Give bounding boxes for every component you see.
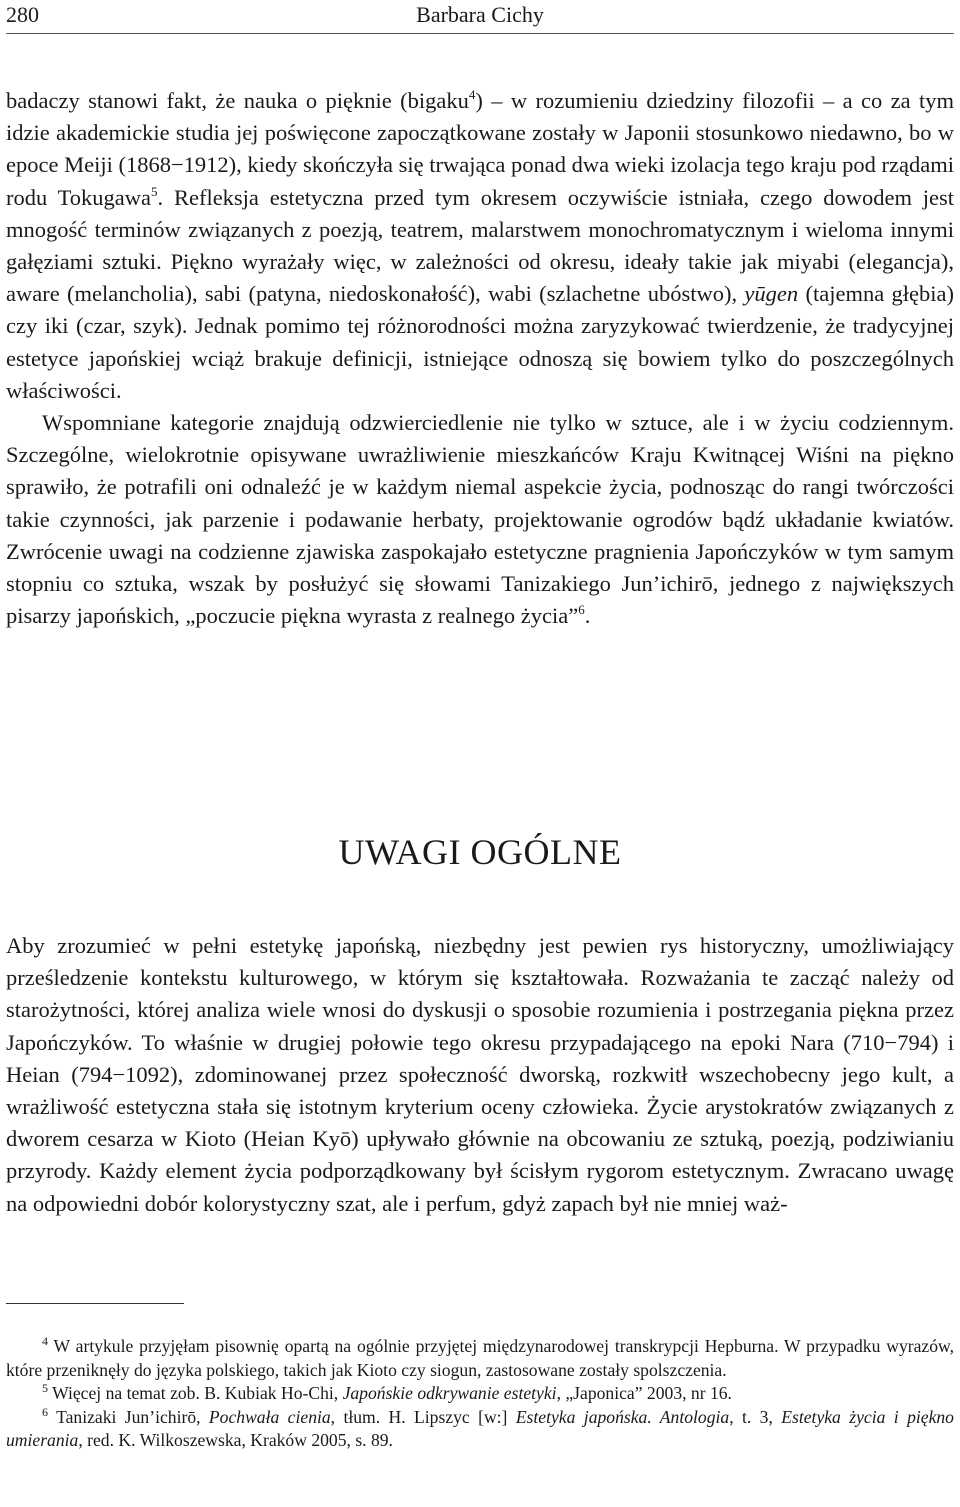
- body-text: [6, 85, 954, 632]
- paragraph-1: [6, 85, 954, 407]
- running-header-author: Barbara Cichy: [416, 2, 544, 27]
- footnote-5-title: Japońskie odkrywanie estetyki: [342, 1383, 557, 1403]
- term-yugen: yūgen: [744, 281, 799, 307]
- footnote-6-text-d: , red. K. Wilkoszewska, Kraków 2005, s. 89.: [78, 1430, 393, 1450]
- footnote-4-number: 4: [42, 1334, 48, 1348]
- footnote-6-text-a: Tanizaki Jun’ichirō,: [48, 1406, 209, 1427]
- footnote-6-number: 6: [42, 1404, 48, 1419]
- p2-text-b: .: [584, 603, 591, 629]
- footnote-5-text-b: , „Japonica” 2003, nr 16.: [556, 1383, 732, 1403]
- page-number: 280: [6, 2, 39, 27]
- footnote-6-title-2: Estetyka japońska. Antologia: [515, 1406, 730, 1427]
- p1-text-b: ) – w rozumieniu dziedziny filozofii – a co za tym idzie akademickie studia jej poświęcone zapoczątkowane zostały w Japonii stosunkowo niedawno, bo w epoce Meiji (1868−1912), kiedy skończyła się trwająca ponad dwa wieki izolacja tego kraju pod rządami rodu Tokugawa: [6, 88, 954, 210]
- footnote-rule: [6, 1303, 184, 1304]
- footnote-6-text-b: , tłum. H. Lipszyc [w:]: [330, 1406, 516, 1427]
- footnote-5: [6, 1382, 954, 1406]
- footnote-ref-5[interactable]: 5: [151, 183, 158, 199]
- footnote-6-text-c: , t. 3,: [729, 1406, 782, 1427]
- running-header: [6, 0, 954, 30]
- p1-text-a: badaczy stanowi fakt, że nauka o pięknie (bigaku: [6, 88, 469, 113]
- body-text-section: [6, 930, 954, 1220]
- footnote-5-number: 5: [42, 1381, 48, 1395]
- footnote-4-text: W artykule przyjęłam pisownię opartą na ogólnie przyjętej międzynarodowej transkrypcji Hepburna. W przypadku wyrazów, które przeniknęły do języka polskiego, takich jak Kioto czy siogun, zastosowane zostały spolszczenia.: [6, 1336, 954, 1380]
- footnote-ref-4[interactable]: 4: [468, 87, 476, 102]
- p2-text-a: Wspomniane kategorie znajdują odzwierciedlenie nie tylko w sztuce, ale i w życiu codziennym. Szczególne, wielokrotnie opisywane uwrażliwienie mieszkańców Kraju Kwitnącej Wiśni na piękno sprawiło, że potrafili oni odnaleźć je w każdym niemal aspekcie życia, podnosząc do rangi twórczości takie czynności, jak parzenie i podawanie herbaty, projektowanie ogrodów bądź układanie kwiatów. Zwrócenie uwagi na codzienne zjawiska zaspokajało estetyczne pragnienia Japończyków w tym samym stopniu co sztuka, wszak by posłużyć się słowami Tanizakiego Jun’ichirō, jednego z największych pisarzy japońskich, „poczucie piękna wyrasta z realnego życia”: [6, 410, 954, 629]
- p1-text-c: . Refleksja estetyczna przed tym okresem oczywiście istniała, czego dowodem jest mnogość terminów związanych z poezją, teatrem, malarstwem monochromatycznym i wieloma innymi gałęziami sztuki. Piękno wyrażały więc, w zależności od okresu, ideały takie jak miyabi (elegancja), aware (melancholia), sabi (patyna, niedoskonałość), wabi (szlachetne ubóstwo),: [6, 184, 954, 307]
- footnotes: [6, 1335, 954, 1453]
- footnote-6-title-3: Estetyka życia i piękno umierania: [6, 1406, 954, 1450]
- footnote-6: [6, 1406, 954, 1453]
- footnote-6-title-1: Pochwała cienia: [208, 1406, 331, 1427]
- paragraph-2: [6, 407, 954, 632]
- header-rule: [6, 33, 954, 34]
- footnote-5-text-a: Więcej na temat zob. B. Kubiak Ho-Chi,: [48, 1383, 343, 1403]
- p1-text-d: (tajemna głębia) czy iki (czar, szyk). Jednak pomimo tej różnorodności można zaryzykować twierdzenie, że tradycyjnej estetyce japońskiej wciąż brakuje definicji, istniejące odnoszą się bowiem tylko do poszczególnych właściwości.: [6, 281, 954, 403]
- section-heading: UWAGI OGÓLNE: [338, 832, 622, 872]
- footnote-ref-6[interactable]: 6: [578, 602, 585, 618]
- paragraph-3: Aby zrozumieć w pełni estetykę japońską, niezbędny jest pewien rys historyczny, umożliwiający prześledzenie kontekstu kulturowego, w którym się kształtowała. Rozważania te zacząć należy od starożytności, której analiza wiele wnosi do dyskusji o sposobie rozumienia i postrzegania piękna przez Japończyków. To właśnie w drugiej połowie tego okresu przypadającego na epoki Nara (710−794) i Heian (794−1092), zdominowanej przez społeczność dworską, rozkwitł wszechobecny jego kult, a wrażliwość estetyczna stała się istotnym kryterium oceny człowieka. Życie arystokratów związanych z dworem cesarza w Kioto (Heian Kyō) upływało głównie na obcowaniu ze sztuką, poezją, podziwianiu przyrody. Każdy element życia podporządkowany był ścisłym rygorom estetycznym. Zwracano uwagę na odpowiedni dobór kolorystyczny szat, ale i perfum, gdyż zapach był nie mniej waż-: [6, 933, 954, 1216]
- footnote-4: [6, 1335, 954, 1382]
